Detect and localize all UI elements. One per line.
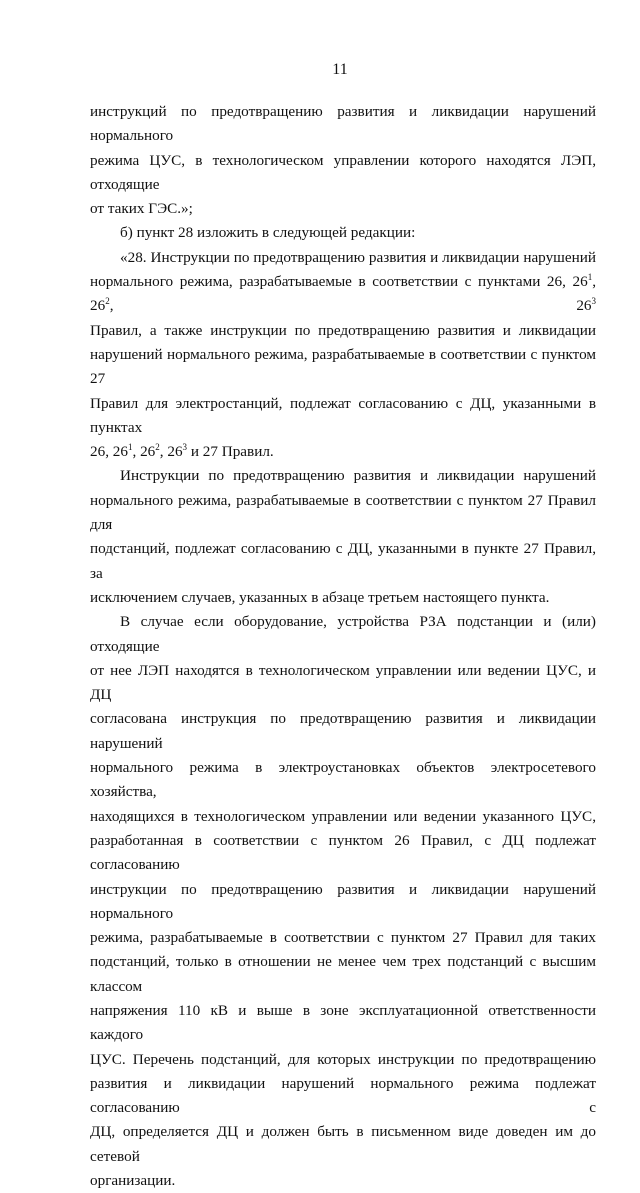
superscript: 3	[182, 442, 188, 453]
text-segment: нормального режима в электроустановках объектов электросетевого хозяйства,	[90, 759, 596, 801]
superscript: 2	[105, 296, 110, 307]
text-line	[90, 221, 596, 245]
superscript: 2	[155, 442, 160, 453]
text-line	[90, 392, 596, 441]
text-segment: нормального режима, разрабатываемые в соответствии с пунктом 27 Правил для	[90, 491, 596, 534]
text-line	[90, 999, 596, 1048]
text-segment: и 27 Правил.	[187, 443, 274, 461]
text-segment: развития и ликвидации нарушений нормального режима подлежат согласованию с	[90, 1074, 596, 1117]
text-segment: , 26	[132, 443, 156, 461]
paragraph	[90, 100, 596, 221]
text-segment: , 26	[159, 443, 183, 461]
text-line	[90, 805, 596, 829]
text-line	[90, 1169, 596, 1193]
text-segment: б) пункт 28 изложить в следующей редакции:	[120, 224, 416, 242]
text-segment: от нее ЛЭП находятся в технологическом управлении или ведении ЦУС, и ДЦ	[90, 661, 596, 704]
text-segment: напряжения 110 кВ и выше в зоне эксплуатационной ответственности каждого	[90, 1001, 596, 1044]
text-line	[90, 343, 596, 392]
paragraph	[90, 246, 596, 465]
text-line	[90, 197, 596, 221]
text-line	[90, 270, 596, 319]
text-line	[90, 829, 596, 878]
superscript: 3	[591, 296, 596, 307]
text-segment: нарушений нормального режима, разрабатываемые в соответствии с пунктом 27	[90, 345, 596, 388]
text-segment: исключением случаев, указанных в абзаце третьем настоящего пункта.	[90, 588, 550, 606]
paragraph	[90, 464, 596, 610]
text-line	[90, 1048, 596, 1072]
text-segment: от таких ГЭС.»;	[90, 200, 193, 218]
text-segment: , 26	[109, 297, 592, 315]
text-segment: ЦУС. Перечень подстанций, для которых инструкции по предотвращению	[90, 1050, 596, 1068]
text-line	[90, 149, 596, 198]
text-segment: нормального режима, разрабатываемые в соответствии с пунктами 26, 26	[90, 273, 588, 291]
text-line	[90, 586, 596, 610]
text-segment: разработанная в соответствии с пунктом 26 Правил, с ДЦ подлежат согласованию	[90, 831, 596, 874]
text-line	[90, 1072, 596, 1121]
text-segment: согласована инструкция по предотвращению развития и ликвидации нарушений	[90, 710, 596, 752]
text-line	[90, 756, 596, 805]
text-segment: инструкций по предотвращению развития и ликвидации нарушений нормального	[90, 103, 596, 145]
text-line	[90, 319, 596, 343]
text-segment: 26, 26	[90, 443, 128, 461]
text-segment: инструкции по предотвращению развития и ликвидации нарушений нормального	[90, 880, 596, 922]
text-line	[90, 1120, 596, 1169]
text-line	[90, 950, 596, 999]
text-line	[90, 537, 596, 586]
text-segment: подстанций, только в отношении не менее чем трех подстанций с высшим классом	[90, 953, 596, 995]
text-line	[90, 659, 596, 708]
text-segment: подстанций, подлежат согласованию с ДЦ, указанными в пункте 27 Правил, за	[90, 540, 596, 582]
page-number: 11	[332, 61, 348, 78]
superscript: 1	[127, 442, 133, 453]
text-line	[90, 440, 596, 464]
text-segment: режима ЦУС, в технологическом управлении которого находятся ЛЭП, отходящие	[90, 151, 596, 193]
superscript: 1	[587, 272, 593, 283]
text-line	[90, 464, 596, 488]
text-segment: ДЦ, определяется ДЦ и должен быть в письменном виде доведен им до сетевой	[90, 1123, 596, 1165]
text-segment: режима, разрабатываемые в соответствии с пунктом 27 Правил для таких	[90, 929, 596, 947]
text-segment: , 26	[90, 273, 596, 315]
text-line	[90, 610, 596, 659]
text-line	[90, 100, 596, 149]
text-line	[90, 246, 596, 270]
text-segment: организации.	[90, 1172, 176, 1190]
text-segment: Правил, а также инструкции по предотвращению развития и ликвидации	[90, 321, 596, 339]
text-segment: Правил для электростанций, подлежат согласованию с ДЦ, указанными в пунктах	[90, 394, 596, 436]
text-line	[90, 489, 596, 538]
paragraph	[90, 221, 596, 245]
text-line	[90, 707, 596, 756]
text-line	[90, 926, 596, 950]
text-segment: В случае если оборудование, устройства РЗА подстанции и (или) отходящие	[90, 613, 596, 655]
text-segment: находящихся в технологическом управлении или ведении указанного ЦУС,	[90, 807, 596, 825]
text-segment: «28. Инструкции по предотвращению развития и ликвидации нарушений	[120, 248, 596, 266]
text-segment: Инструкции по предотвращению развития и ликвидации нарушений	[120, 467, 596, 485]
document-body	[90, 100, 596, 1193]
